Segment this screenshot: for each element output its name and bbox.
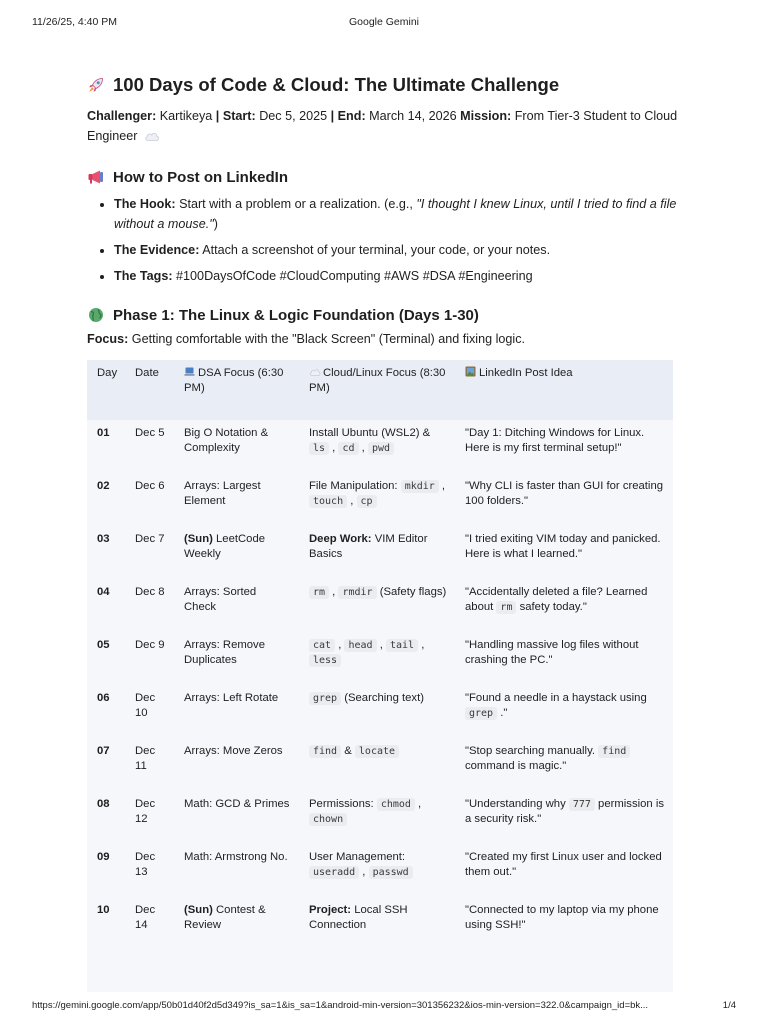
cell-dsa-focus: [174, 526, 299, 579]
cell-text: permission is a security risk.": [465, 798, 664, 825]
cell-text: ,: [358, 442, 368, 454]
cell-day: 10: [97, 904, 110, 916]
command-code: 777: [569, 798, 595, 811]
command-code: rm: [496, 601, 516, 614]
cell-post-idea: [455, 579, 673, 632]
bold-label: (Sun): [184, 904, 213, 916]
challenger-label: Challenger:: [87, 109, 157, 123]
cell-day: 01: [97, 427, 110, 439]
cell-text: File Manipulation:: [309, 480, 401, 492]
cell-text: Arrays: Largest Element: [184, 480, 261, 507]
print-footer: [32, 1000, 736, 1014]
focus-text: Getting comfortable with the "Black Screen" (Terminal) and fixing logic.: [131, 332, 526, 346]
cell-text: Big O Notation & Complexity: [184, 427, 269, 454]
cell-text: ,: [414, 798, 422, 810]
command-code: find: [309, 745, 341, 758]
laptop-icon: [184, 366, 195, 377]
cell-day: 06: [97, 692, 110, 704]
tip-text: Start with a problem or a realization. (e.g.,: [179, 197, 413, 211]
table-row: [87, 844, 673, 897]
cell-cloud-focus: [299, 632, 455, 685]
command-code: locate: [355, 745, 399, 758]
command-code: find: [598, 745, 630, 758]
print-url: https://gemini.google.com/app/50b01d40f2d5d349?is_sa=1&is_sa=1&android-min-version=301356232&ios-min-version=322.0&campaign_id=bk...: [32, 1000, 649, 1011]
command-code: cat: [309, 639, 335, 652]
table-row: [87, 897, 673, 950]
tip-label: The Tags:: [114, 269, 173, 283]
command-code: useradd: [309, 866, 359, 879]
cell-text: ,: [376, 639, 386, 651]
linkedin-section-heading: [87, 168, 679, 186]
cell-text: "I tried exiting VIM today and panicked. Here is what I learned.": [465, 533, 661, 560]
cell-cloud-focus: [299, 791, 455, 844]
column-header-post: [455, 360, 673, 420]
section-title: How to Post on LinkedIn: [113, 168, 288, 186]
print-header: [32, 16, 736, 32]
bold-label: Project:: [309, 904, 352, 916]
cell-cloud-focus: [299, 897, 455, 950]
mission-label: Mission:: [460, 109, 512, 123]
cell-text: Arrays: Move Zeros: [184, 745, 283, 757]
cell-cloud-focus: [299, 844, 455, 897]
cell-cloud-focus: [299, 685, 455, 738]
cell-post-idea: [455, 738, 673, 791]
list-item: [114, 240, 679, 260]
table-row: [87, 526, 673, 579]
cell-text: ,: [329, 442, 339, 454]
command-code: chown: [309, 813, 347, 826]
header-text: DSA Focus (6:30 PM): [184, 367, 284, 394]
cell-text: "Created my first Linux user and locked them out.": [465, 851, 662, 878]
picture-icon: [465, 366, 476, 377]
command-code: cd: [338, 442, 358, 455]
page-number: 1/4: [722, 1000, 736, 1011]
challenger-value: Kartikeya: [159, 109, 213, 123]
phase1-heading: [87, 306, 679, 324]
cell-text: command is magic.": [465, 760, 567, 772]
header-text: LinkedIn Post Idea: [479, 367, 573, 379]
cell-text: "Connected to my laptop via my phone using SSH!": [465, 904, 659, 931]
cell-text: Contest & Review: [184, 904, 266, 931]
cell-text: Arrays: Sorted Check: [184, 586, 257, 613]
cell-dsa-focus: [174, 738, 299, 791]
command-code: touch: [309, 495, 347, 508]
command-code: passwd: [369, 866, 413, 879]
cell-cloud-focus: [299, 579, 455, 632]
cell-text: User Management:: [309, 851, 406, 863]
cell-text: ,: [438, 480, 446, 492]
document-content: [87, 74, 679, 992]
cell-post-idea: [455, 420, 673, 473]
cell-text: Install Ubuntu (WSL2) &: [309, 427, 431, 439]
cell-post-idea: [455, 791, 673, 844]
cell-date: Dec 8: [135, 586, 165, 598]
cell-text: ,: [329, 586, 339, 598]
table-row: [87, 420, 673, 473]
cell-dsa-focus: [174, 897, 299, 950]
table-row: [87, 473, 673, 526]
meta-separator: |: [330, 109, 335, 123]
cell-dsa-focus: [174, 791, 299, 844]
command-code: tail: [386, 639, 418, 652]
cell-post-idea: [455, 897, 673, 950]
print-title: Google Gemini: [348, 16, 420, 28]
focus-label: Focus:: [87, 332, 129, 346]
cell-dsa-focus: [174, 685, 299, 738]
command-code: ls: [309, 442, 329, 455]
cell-day: 05: [97, 639, 110, 651]
cloud-icon: [144, 128, 160, 148]
cell-day: 09: [97, 851, 110, 863]
cell-text: "Understanding why: [465, 798, 569, 810]
cell-text: ,: [418, 639, 425, 651]
header-text: Cloud/Linux Focus (8:30 PM): [309, 367, 446, 394]
cell-date: Dec 14: [135, 904, 156, 931]
cell-text: "Found a needle in a haystack using: [465, 692, 647, 704]
cell-cloud-focus: [299, 526, 455, 579]
cell-text: (Searching text): [341, 692, 424, 704]
rocket-icon: [87, 76, 105, 94]
column-header-dsa: [174, 360, 299, 420]
end-value: March 14, 2026: [369, 109, 457, 123]
section-title: Phase 1: The Linux & Logic Foundation (Days 1-30): [113, 306, 479, 324]
cell-text: "Handling massive log files without crashing the PC.": [465, 639, 639, 666]
cell-cloud-focus: [299, 420, 455, 473]
cell-text: "Accidentally deleted a file? Learned about: [465, 586, 648, 613]
table-row: [87, 738, 673, 791]
command-code: rmdir: [338, 586, 376, 599]
command-code: chmod: [377, 798, 415, 811]
cell-text: "Day 1: Ditching Windows for Linux. Here is my first terminal setup!": [465, 427, 645, 454]
table-header-row: [87, 360, 673, 420]
linkedin-tips-list: [87, 194, 679, 286]
phase1-focus: [87, 332, 679, 346]
table-row: [87, 579, 673, 632]
cell-post-idea: [455, 526, 673, 579]
tip-quote: "I thought I knew Linux, until I tried to find a file without a mouse.": [114, 197, 677, 231]
list-item: [114, 194, 679, 234]
cell-date: Dec 13: [135, 851, 156, 878]
table-row: [87, 632, 673, 685]
cell-text: (Safety flags): [376, 586, 447, 598]
cell-date: Dec 6: [135, 480, 165, 492]
command-code: less: [309, 654, 341, 667]
cell-text: Local SSH Connection: [309, 904, 408, 931]
cell-dsa-focus: [174, 579, 299, 632]
cell-cloud-focus: [299, 738, 455, 791]
column-header-day: Day: [87, 360, 125, 420]
cell-text: &: [341, 745, 355, 757]
cloud-icon: [309, 367, 320, 378]
cell-text: Arrays: Remove Duplicates: [184, 639, 265, 666]
column-header-date: Date: [125, 360, 174, 420]
cell-post-idea: [455, 685, 673, 738]
command-code: mkdir: [401, 480, 439, 493]
cell-day: 07: [97, 745, 110, 757]
bold-label: (Sun): [184, 533, 213, 545]
cell-date: Dec 11: [135, 745, 156, 772]
table-row: [87, 791, 673, 844]
cell-dsa-focus: [174, 420, 299, 473]
command-code: grep: [309, 692, 341, 705]
cell-cloud-focus: [299, 473, 455, 526]
cell-text: .": [497, 707, 508, 719]
start-label: Start:: [222, 109, 256, 123]
cell-date: Dec 9: [135, 639, 165, 651]
cell-text: Permissions:: [309, 798, 377, 810]
list-item: [114, 266, 679, 286]
cell-day: 02: [97, 480, 110, 492]
cell-dsa-focus: [174, 844, 299, 897]
mission-value: From Tier-3 Student to Cloud Engineer: [87, 109, 678, 143]
cell-post-idea: [455, 844, 673, 897]
tip-text: #100DaysOfCode #CloudComputing #AWS #DSA #Engineering: [176, 269, 533, 283]
cell-date: Dec 12: [135, 798, 156, 825]
cell-text: ,: [347, 495, 357, 507]
cell-text: ,: [359, 866, 369, 878]
table-row: [87, 685, 673, 738]
bold-label: Deep Work:: [309, 533, 372, 545]
cell-text: "Why CLI is faster than GUI for creating 100 folders.": [465, 480, 664, 507]
cell-text: LeetCode Weekly: [184, 533, 266, 560]
table-continuation: [87, 950, 673, 992]
cell-day: 08: [97, 798, 110, 810]
table-body: [87, 420, 673, 950]
cell-text: Math: Armstrong No.: [184, 851, 288, 863]
cell-dsa-focus: [174, 473, 299, 526]
cell-text: VIM Editor Basics: [309, 533, 428, 560]
end-label: End:: [337, 109, 366, 123]
phase1-schedule-table: [87, 360, 673, 950]
cell-day: 04: [97, 586, 110, 598]
cell-day: 03: [97, 533, 110, 545]
print-datetime: 11/26/25, 4:40 PM: [32, 16, 118, 28]
command-code: grep: [465, 707, 497, 720]
tip-label: The Evidence:: [114, 243, 200, 257]
cell-post-idea: [455, 473, 673, 526]
command-code: rm: [309, 586, 329, 599]
cell-text: ,: [335, 639, 345, 651]
command-code: head: [344, 639, 376, 652]
command-code: cp: [357, 495, 377, 508]
cell-date: Dec 10: [135, 692, 156, 719]
page-title: [87, 74, 679, 96]
column-header-cloud: [299, 360, 455, 420]
cell-text: safety today.": [516, 601, 587, 613]
globe-icon: [87, 306, 105, 324]
cell-date: Dec 5: [135, 427, 165, 439]
cell-text: Arrays: Left Rotate: [184, 692, 279, 704]
cell-text: "Stop searching manually.: [465, 745, 599, 757]
cell-post-idea: [455, 632, 673, 685]
challenge-meta: [87, 106, 679, 148]
title-text: 100 Days of Code & Cloud: The Ultimate Challenge: [113, 74, 560, 95]
start-value: Dec 5, 2025: [259, 109, 328, 123]
tip-text: Attach a screenshot of your terminal, your code, or your notes.: [202, 243, 551, 257]
tip-close: ): [213, 217, 218, 231]
command-code: pwd: [368, 442, 394, 455]
cell-date: Dec 7: [135, 533, 165, 545]
meta-separator: |: [215, 109, 220, 123]
cell-text: Math: GCD & Primes: [184, 798, 290, 810]
megaphone-icon: [87, 168, 105, 186]
tip-label: The Hook:: [114, 197, 176, 211]
cell-dsa-focus: [174, 632, 299, 685]
